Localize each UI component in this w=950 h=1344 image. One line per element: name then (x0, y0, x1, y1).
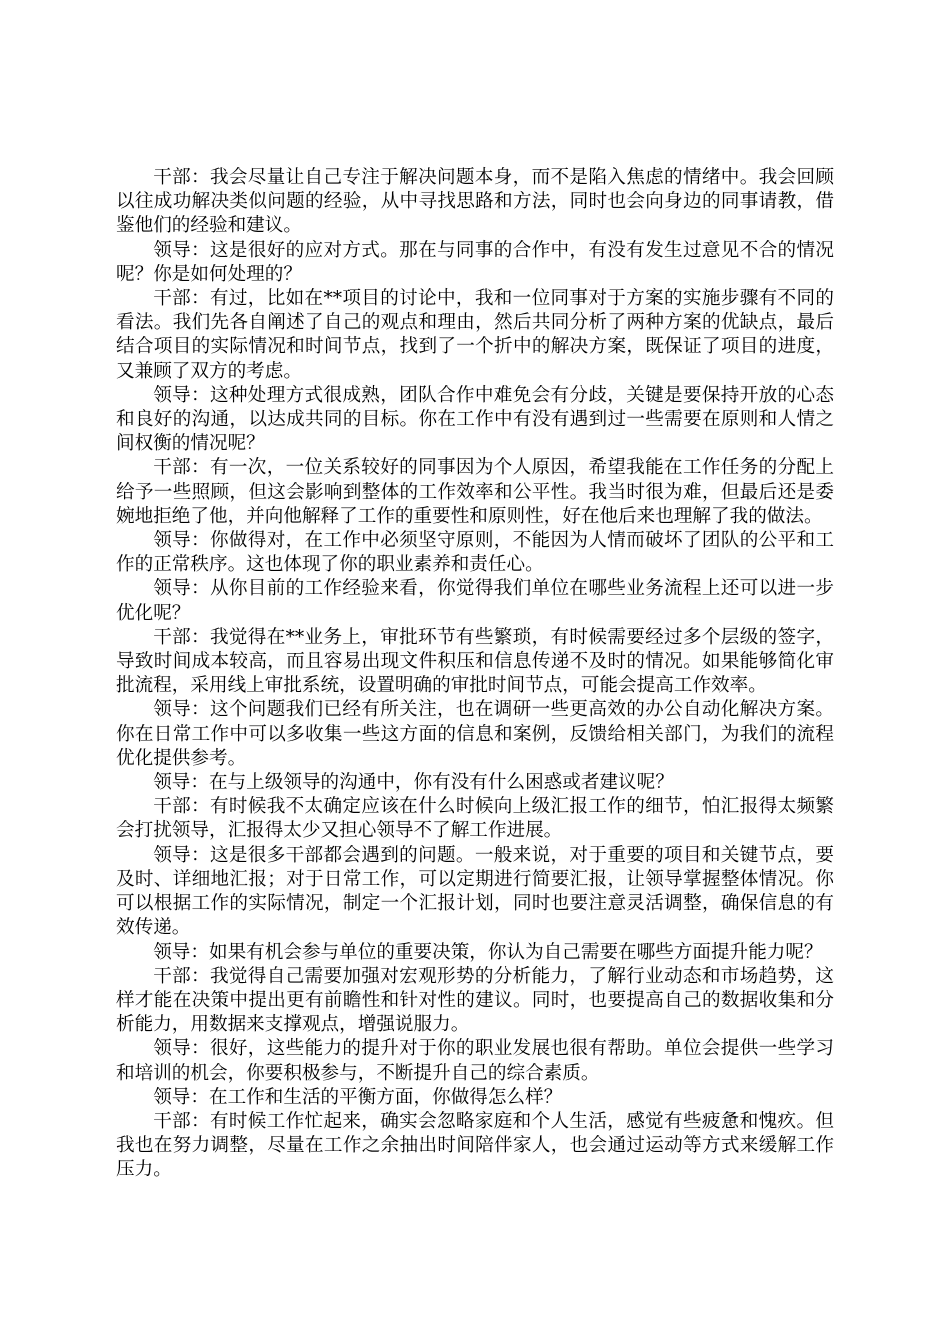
paragraph-leader-comment-3: 领导：这是很多干部都会遇到的问题。一般来说，对于重要的项目和关键节点，要及时、详细地汇报；对于日常工作，可以定期进行简要汇报，让领导掌握整体情况。你可以根据工作的实际情况，制定一个汇报计划，同时也要注意灵活调整，确保信息的有效传递。 (116, 844, 834, 939)
paragraph-leader-question-1: 领导：这是很好的应对方式。那在与同事的合作中，有没有发生过意见不合的情况呢？你是如何处理的？ (116, 239, 834, 285)
paragraph-cadre-reply-3: 干部：有一次，一位关系较好的同事因为个人原因，希望我能在工作任务的分配上给予一些照顾，但这会影响到整体的工作效率和公平性。我当时很为难，但最后还是委婉地拒绝了他，并向他解释了工作的重要性和原则性，好在他后来也理解了我的做法。 (116, 457, 834, 527)
paragraph-cadre-reply-1: 干部：我会尽量让自己专注于解决问题本身，而不是陷入焦虑的情绪中。我会回顾以往成功解决类似问题的经验，从中寻找思路和方法，同时也会向身边的同事请教，借鉴他们的经验和建议。 (116, 167, 834, 237)
paragraph-leader-comment-1: 领导：你做得对，在工作中必须坚守原则，不能因为人情而破坏了团队的公平和工作的正常秩序。这也体现了你的职业素养和责任心。 (116, 530, 834, 576)
paragraph-leader-question-6: 领导：在工作和生活的平衡方面，你做得怎么样？ (153, 1086, 563, 1108)
document-body (116, 166, 834, 1183)
paragraph-cadre-reply-6: 干部：我觉得自己需要加强对宏观形势的分析能力，了解行业动态和市场趋势，这样才能在决策中提出更有前瞻性和针对性的建议。同时，也要提高自己的数据收集和分析能力，用数据来支撑观点，增强说服力。 (116, 965, 834, 1036)
paragraph-leader-comment-2: 领导：这个问题我们已经有所关注，也在调研一些更高效的办公自动化解决方案。你在日常工作中可以多收集一些这方面的信息和案例，反馈给相关部门，为我们的流程优化提供参考。 (116, 699, 834, 769)
paragraph-leader-question-4: 领导：在与上级领导的沟通中，你有没有什么困惑或者建议呢？ (153, 772, 674, 794)
paragraph-leader-comment-4: 领导：很好，这些能力的提升对于你的职业发展也很有帮助。单位会提供一些学习和培训的机会，你要积极参与，不断提升自己的综合素质。 (116, 1038, 834, 1084)
paragraph-cadre-reply-2: 干部：有过，比如在**项目的讨论中，我和一位同事对于方案的实施步骤有不同的看法。我们先各自阐述了自己的观点和理由，然后共同分析了两种方案的优缺点，最后结合项目的实际情况和时间节点，找到了一个折中的解决方案，既保证了项目的进度，又兼顾了双方的考虑。 (116, 288, 834, 382)
paragraph-cadre-reply-5: 干部：有时候我不太确定应该在什么时候向上级汇报工作的细节，怕汇报得太频繁会打扰领导，汇报得太少又担心领导不了解工作进展。 (116, 796, 834, 842)
paragraph-leader-question-2: 领导：这种处理方式很成熟，团队合作中难免会有分歧，关键是要保持开放的心态和良好的沟通，以达成共同的目标。你在工作中有没有遇到过一些需要在原则和人情之间权衡的情况呢？ (116, 384, 834, 455)
paragraph-cadre-reply-4: 干部：我觉得在**业务上，审批环节有些繁琐，有时候需要经过多个层级的签字，导致时间成本较高，而且容易出现文件积压和信息传递不及时的情况。如果能够简化审批流程，采用线上审批系统，设置明确的审批时间节点，可能会提高工作效率。 (116, 626, 834, 697)
paragraph-leader-question-5: 领导：如果有机会参与单位的重要决策，你认为自己需要在哪些方面提升能力呢？ (153, 941, 823, 963)
paragraph-cadre-reply-7: 干部：有时候工作忙起来，确实会忽略家庭和个人生活，感觉有些疲惫和愧疚。但我也在努力调整，尽量在工作之余抽出时间陪伴家人，也会通过运动等方式来缓解工作压力。 (116, 1110, 834, 1181)
paragraph-leader-question-3: 领导：从你目前的工作经验来看，你觉得我们单位在哪些业务流程上还可以进一步优化呢？ (116, 578, 834, 624)
